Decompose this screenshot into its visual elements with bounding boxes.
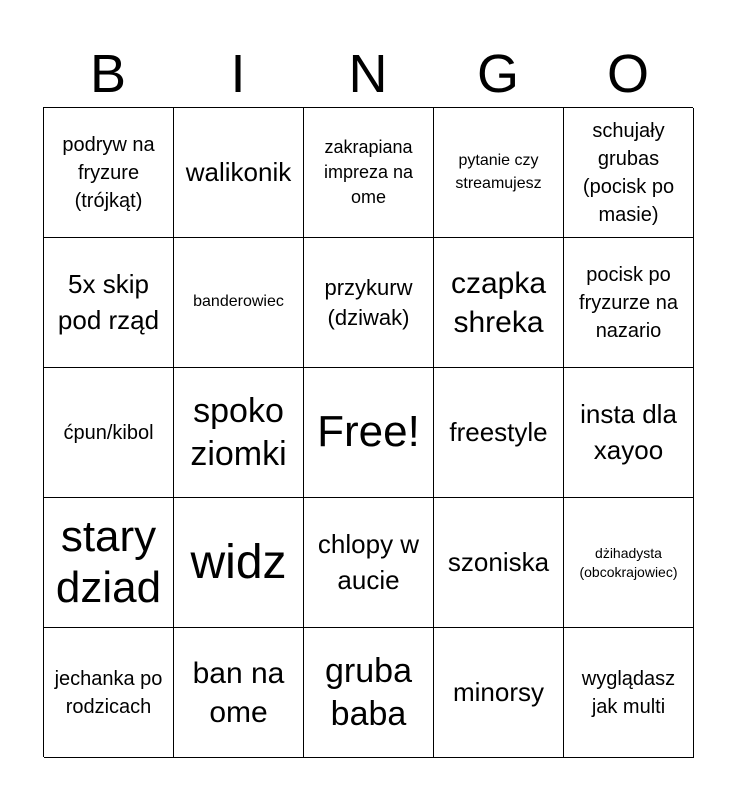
bingo-cell-r2-c4[interactable] [564, 368, 694, 498]
bingo-cell-r3-c4[interactable] [564, 498, 694, 628]
cell-text: banderowiec [193, 293, 284, 311]
cell-text: insta dla xayoo [580, 399, 677, 465]
bingo-cell-r1-c1[interactable] [174, 238, 304, 368]
cell-text: wyglądasz jak multi [581, 667, 676, 718]
bingo-cell-free[interactable] [304, 368, 434, 498]
bingo-cell-r0-c4[interactable] [564, 108, 694, 238]
bingo-cell-r0-c1[interactable] [174, 108, 304, 238]
bingo-cell-r4-c3[interactable] [434, 628, 564, 758]
bingo-cell-r0-c3[interactable] [434, 108, 564, 238]
cell-text: chlopy w aucie [317, 529, 420, 595]
bingo-cell-r2-c3[interactable] [434, 368, 564, 498]
cell-text: schujały grubas (pocisk po masie) [582, 119, 675, 226]
cell-text: zakrapiana impreza na ome [323, 136, 414, 208]
cell-text: Free! [317, 407, 420, 457]
header-letter-b: B [89, 44, 127, 104]
bingo-cell-r2-c1[interactable] [174, 368, 304, 498]
bingo-cell-r1-c2[interactable] [304, 238, 434, 368]
bingo-cell-r4-c2[interactable] [304, 628, 434, 758]
cell-text: stary dziad [55, 511, 162, 612]
bingo-cell-r4-c1[interactable] [174, 628, 304, 758]
bingo-header [43, 40, 693, 108]
bingo-cell-r4-c0[interactable] [44, 628, 174, 758]
bingo-cell-r2-c0[interactable] [44, 368, 174, 498]
cell-text: przykurw (dziwak) [324, 274, 413, 330]
cell-text: ban na ome [192, 656, 285, 729]
cell-text: freestyle [449, 416, 548, 447]
cell-text: dżihadysta (obcokrajowiec) [579, 544, 678, 580]
cell-text: spoko ziomki [190, 392, 287, 473]
cell-text: gruba baba [325, 652, 412, 733]
cell-text: 5x skip pod rząd [57, 269, 160, 335]
header-letter-i: I [230, 44, 246, 104]
cell-text: ćpun/kibol [63, 421, 154, 444]
header-letter-n: N [348, 44, 388, 104]
header-letter-g: G [476, 44, 519, 104]
cell-text: jechanka po rodzicach [54, 667, 163, 718]
cell-text: czapka shreka [450, 266, 547, 339]
bingo-cell-r0-c2[interactable] [304, 108, 434, 238]
bingo-cell-r1-c3[interactable] [434, 238, 564, 368]
cell-text: walikonik [185, 156, 292, 187]
bingo-board [43, 107, 693, 757]
bingo-cell-r3-c3[interactable] [434, 498, 564, 628]
bingo-cell-r1-c0[interactable] [44, 238, 174, 368]
bingo-cell-r3-c0[interactable] [44, 498, 174, 628]
cell-text: pytanie czy streamujesz [455, 152, 542, 192]
bingo-cell-r3-c2[interactable] [304, 498, 434, 628]
cell-text: podryw na fryzure (trójkąt) [62, 133, 155, 212]
bingo-cell-r4-c4[interactable] [564, 628, 694, 758]
cell-text: minorsy [452, 676, 544, 707]
bingo-cell-r1-c4[interactable] [564, 238, 694, 368]
cell-text: szoniska [447, 546, 550, 577]
bingo-cell-r0-c0[interactable] [44, 108, 174, 238]
header-letter-o: O [606, 44, 649, 104]
cell-text: widz [190, 535, 287, 589]
cell-text: pocisk po fryzurze na nazario [579, 263, 678, 342]
bingo-cell-r3-c1[interactable] [174, 498, 304, 628]
